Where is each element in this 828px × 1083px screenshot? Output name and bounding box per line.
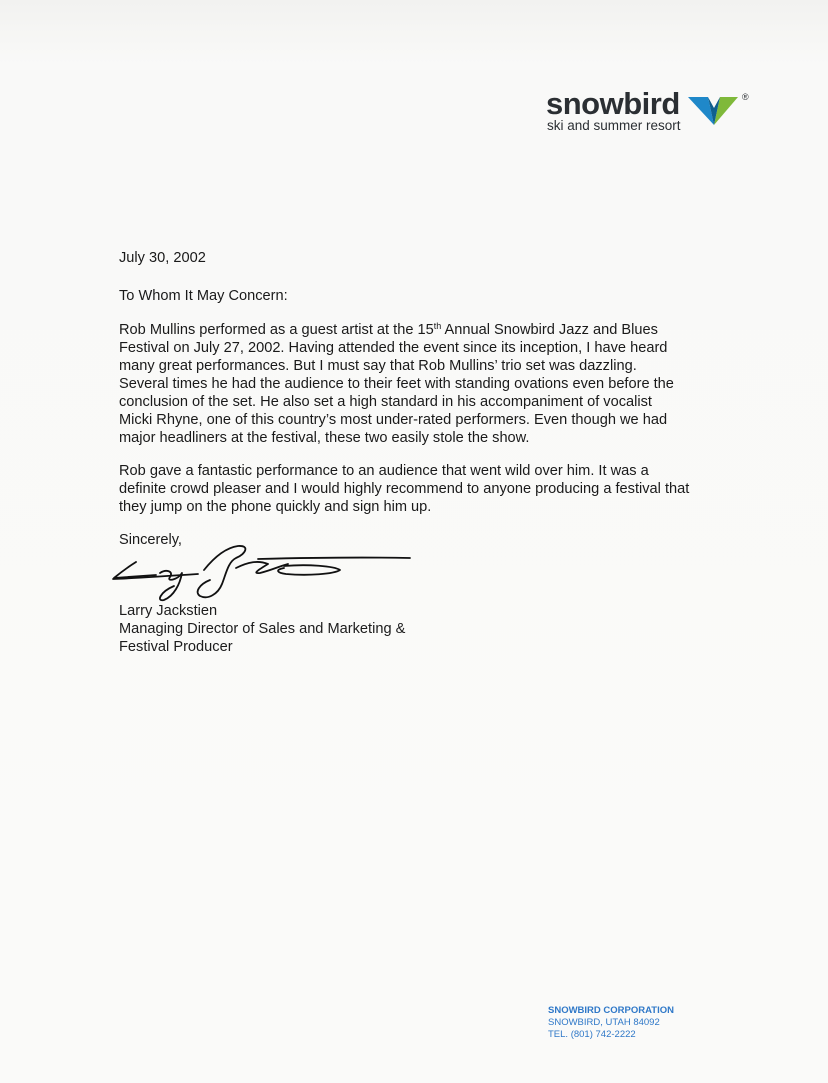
letter-date: July 30, 2002 [119, 250, 206, 266]
handwritten-signature [108, 540, 413, 608]
paragraph-line: definite crowd pleaser and I would highly recommend to anyone producing a festival that [119, 481, 690, 497]
footer-phone: TEL. (801) 742-2222 [548, 1029, 636, 1040]
signer-name: Larry Jackstien [119, 603, 218, 619]
paragraph-text: Rob Mullins performed as a guest artist at the 15 [119, 322, 434, 338]
signer-title: Festival Producer [119, 639, 233, 655]
paragraph-line: many great performances. But I must say that Rob Mullins’ trio set was dazzling. [119, 358, 637, 374]
signer-title: Managing Director of Sales and Marketing & [119, 621, 406, 637]
paragraph-line: Festival on July 27, 2002. Having attended the event since its inception, I have heard [119, 340, 668, 356]
signer-block [119, 602, 405, 656]
paragraph-1 [119, 321, 739, 447]
paragraph-line: Micki Rhyne, one of this country’s most under-rated performers. Even though we had [119, 412, 668, 428]
logo-tagline: ski and summer resort [547, 118, 681, 133]
paragraph-line [119, 321, 739, 339]
paragraph-2 [119, 462, 739, 516]
logo-wordmark: snowbird [546, 86, 680, 121]
paragraph-line: conclusion of the set. He also set a high standard in his accompaniment of vocalist [119, 394, 652, 410]
closing: Sincerely, [119, 532, 182, 548]
salutation: To Whom It May Concern: [119, 288, 288, 304]
paragraph-line: Rob gave a fantastic performance to an audience that went wild over him. It was a [119, 463, 649, 479]
paragraph-line: they jump on the phone quickly and sign him up. [119, 499, 432, 515]
ordinal-suffix: th [433, 321, 442, 331]
registered-mark: ® [742, 92, 749, 102]
paragraph-line: Several times he had the audience to their feet with standing ovations even before the [119, 376, 674, 392]
footer-address [548, 1005, 674, 1041]
snowbird-logo [546, 88, 756, 138]
paragraph-text: Annual Snowbird Jazz and Blues [441, 322, 658, 338]
footer-company: SNOWBIRD CORPORATION [548, 1005, 674, 1016]
snowbird-bird-icon [688, 94, 740, 126]
footer-city: SNOWBIRD, UTAH 84092 [548, 1017, 660, 1028]
paragraph-line: major headliners at the festival, these two easily stole the show. [119, 430, 530, 446]
